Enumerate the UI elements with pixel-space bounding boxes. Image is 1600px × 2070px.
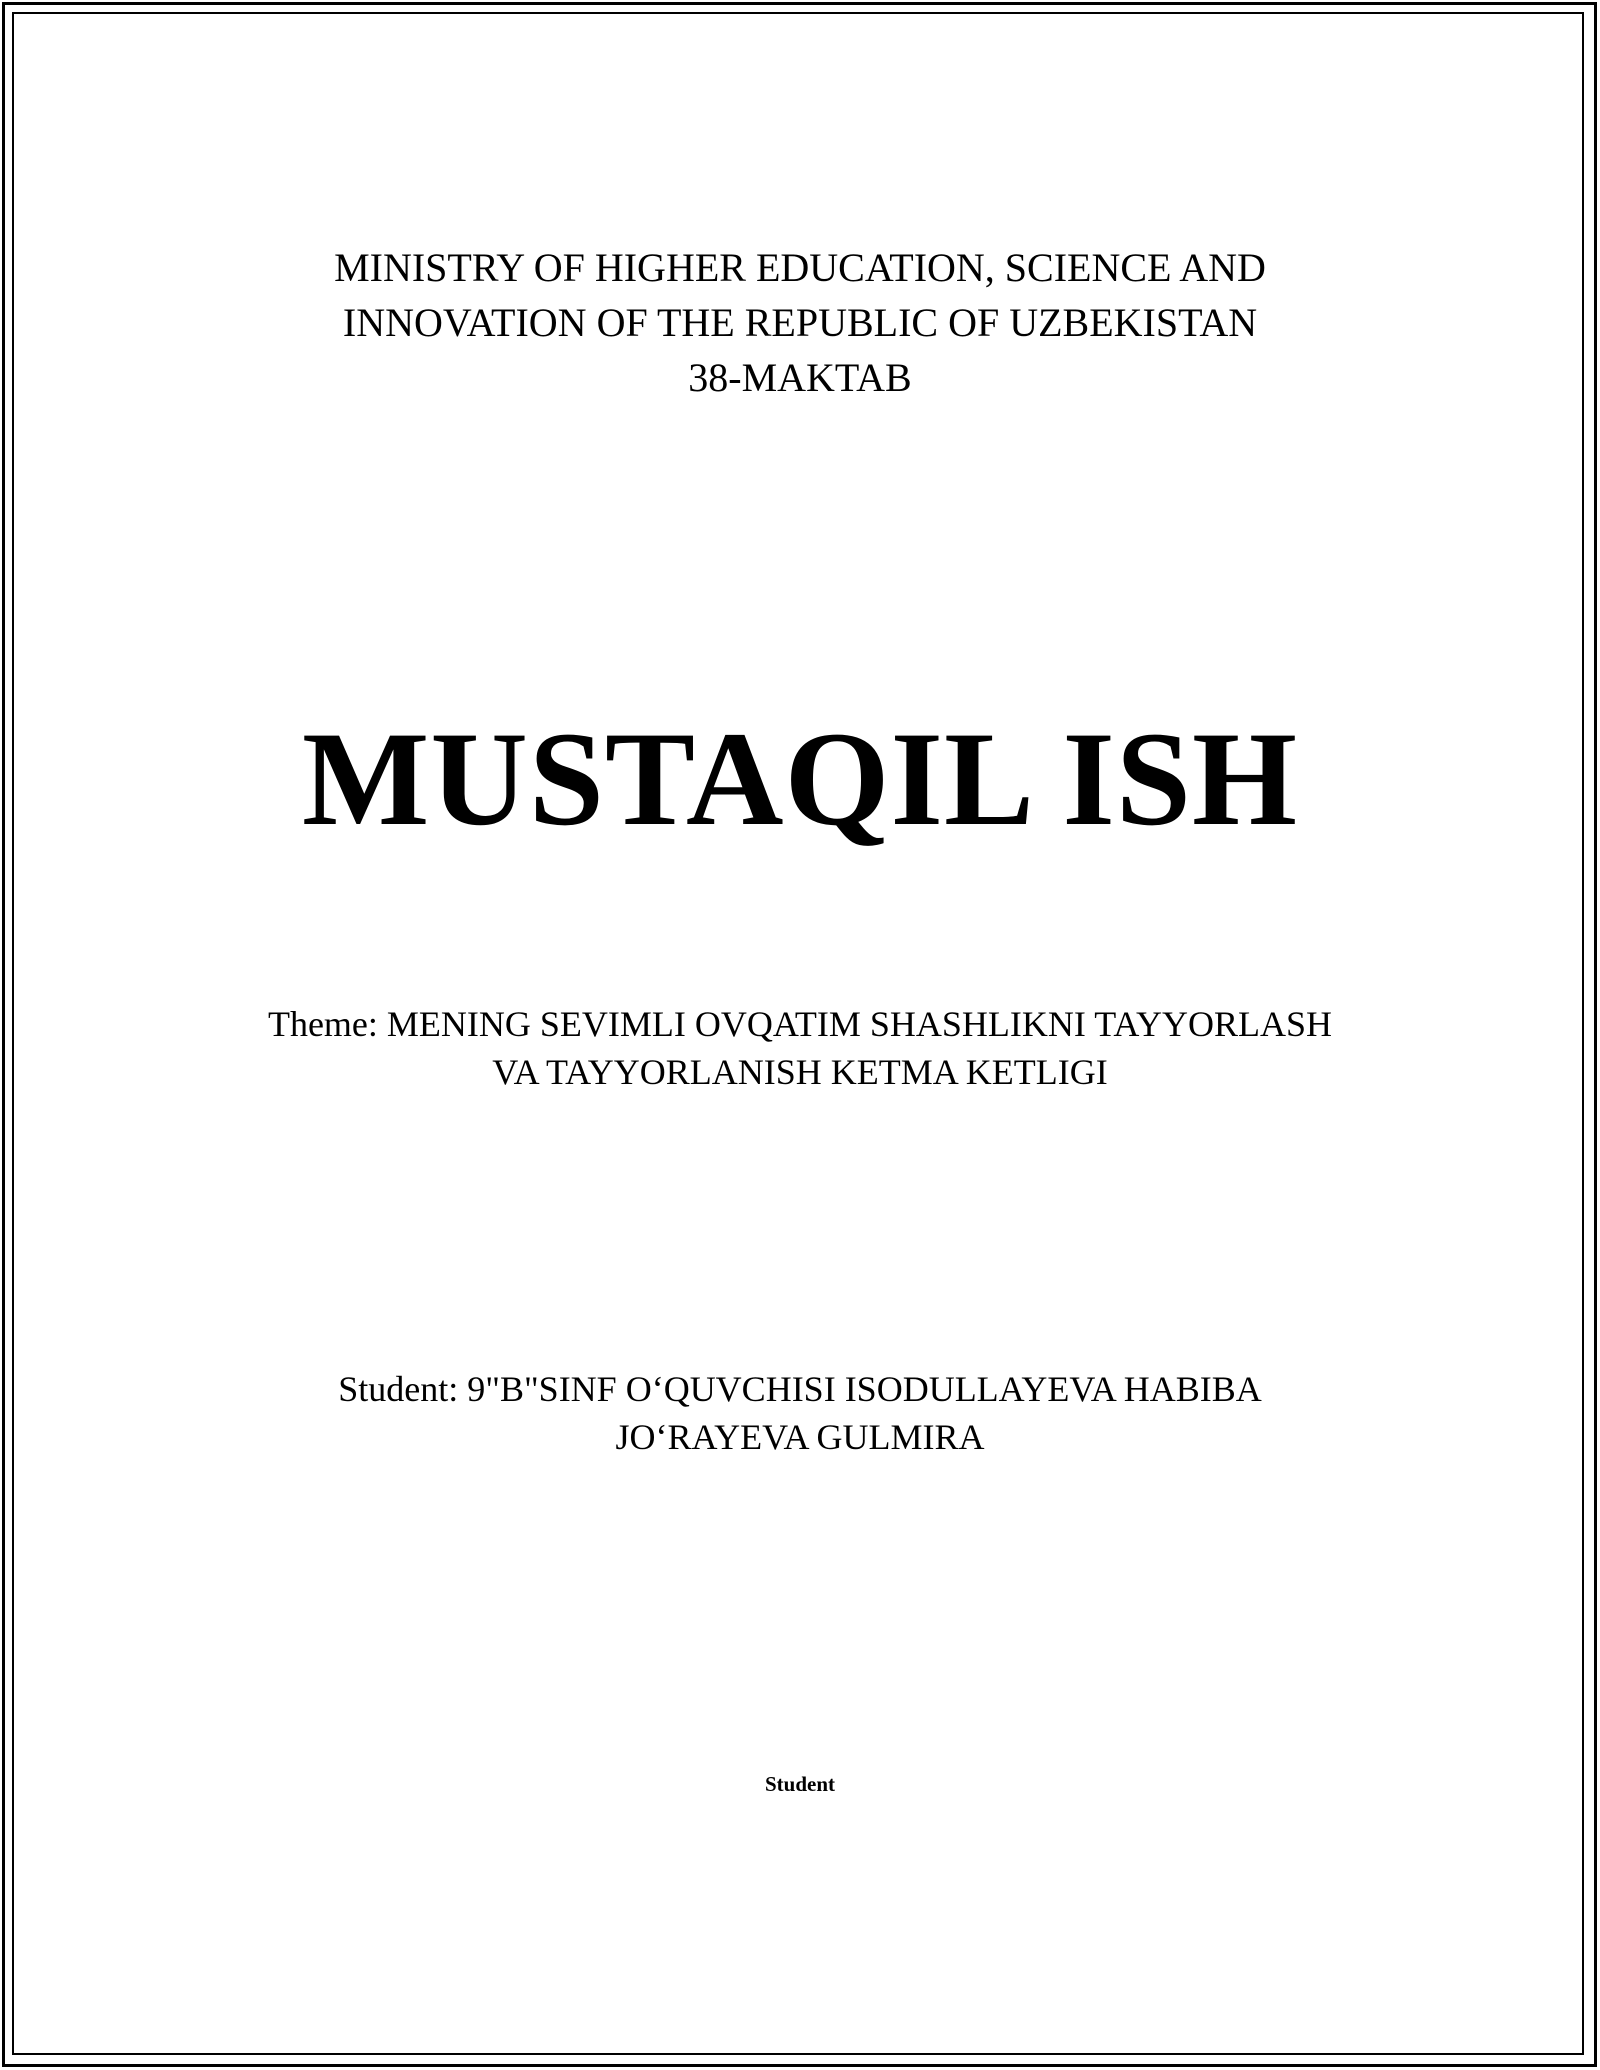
student-line-2: JO‘RAYEVA GULMIRA — [615, 1417, 985, 1457]
student-line-1: Student: 9"B"SINF O‘QUVCHISI ISODULLAYEVA HABIBA — [338, 1369, 1262, 1409]
header-line-1: MINISTRY OF HIGHER EDUCATION, SCIENCE AND — [334, 245, 1266, 290]
theme-line-2: VA TAYYORLANISH KETMA KETLIGI — [492, 1052, 1108, 1092]
theme-block — [0, 1000, 1600, 1096]
institution-header — [0, 240, 1600, 405]
document-title: MUSTAQIL ISH — [301, 705, 1299, 854]
theme-line-1: Theme: MENING SEVIMLI OVQATIM SHASHLIKNI TAYYORLASH — [267, 1004, 1333, 1044]
footer-student-label: Student — [764, 1772, 836, 1796]
student-block — [0, 1365, 1600, 1461]
header-line-2: INNOVATION OF THE REPUBLIC OF UZBEKISTAN — [342, 300, 1258, 345]
header-line-3: 38-MAKTAB — [688, 355, 912, 400]
